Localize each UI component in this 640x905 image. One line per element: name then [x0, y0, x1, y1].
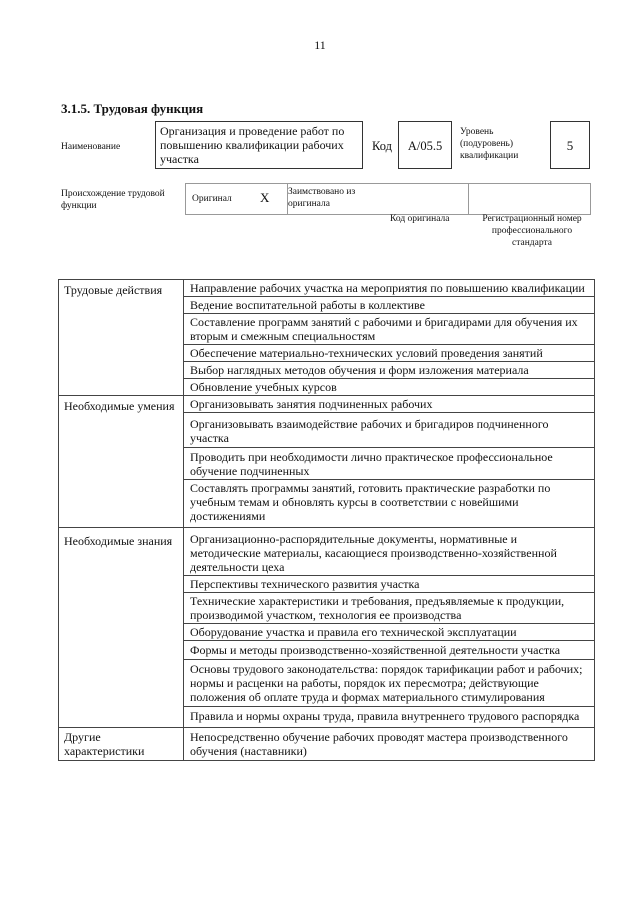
table-cell: Технические характеристики и требования, предъявляемые к продукции, производимой участком, технология ее производства — [184, 593, 595, 624]
origin-label: Происхождение трудовой функции — [61, 189, 165, 211]
table-cell: Проводить при необходимости лично практическое профессиональное обучение подчиненных — [184, 448, 595, 480]
page-number: 11 — [314, 38, 326, 52]
borrowed-label: Заимствовано из оригинала — [288, 187, 356, 209]
reg-number-caption: Регистрационный номер профессионального стандарта — [482, 214, 582, 248]
table-cell: Обеспечение материально-технических условий проведения занятий — [184, 345, 595, 362]
section-title: 3.1.5. Трудовая функция — [61, 101, 204, 116]
table-cell: Выбор наглядных методов обучения и форм изложения материала — [184, 362, 595, 379]
table-cell: Формы и методы производственно-хозяйственной деятельности участка — [184, 641, 595, 660]
origin-divider-right — [590, 184, 591, 214]
code-value: A/05.5 — [407, 139, 443, 153]
table-cell: Непосредственно обучение рабочих проводят мастера производственного обучения (наставники) — [184, 728, 595, 761]
function-name: Организация и проведение работ по повышению квалификации рабочих участка — [160, 124, 345, 166]
table-row — [59, 528, 595, 576]
table-row — [59, 396, 595, 413]
origin-table — [185, 183, 591, 215]
table-cell: Организовывать взаимодействие рабочих и бригадиров подчиненного участка — [184, 413, 595, 448]
name-label: Наименование — [61, 142, 121, 152]
section-label: Необходимые умения — [59, 396, 184, 528]
code-original-caption: Код оригинала — [390, 214, 450, 224]
table-cell: Правила и нормы охраны труда, правила внутреннего трудового распорядка — [184, 707, 595, 728]
code-label: Код — [372, 139, 392, 153]
function-table — [58, 279, 595, 761]
table-row — [59, 728, 595, 761]
origin-divider — [468, 184, 469, 214]
level-value: 5 — [566, 138, 574, 153]
table-cell: Составление программ занятий с рабочими и бригадирами для обучения их вторым и смежным специальностям — [184, 314, 595, 345]
original-cell — [185, 184, 288, 214]
table-cell: Обновление учебных курсов — [184, 379, 595, 396]
section-label: Другие характеристики — [59, 728, 184, 761]
level-box — [550, 121, 590, 169]
level-label: Уровень (подуровень) квалификации — [460, 127, 519, 161]
table-cell: Составлять программы занятий, готовить практические разработки по учебным темам и обновлять курсы в соответствии с новейшими достижениями — [184, 480, 595, 528]
original-label: Оригинал — [192, 194, 232, 204]
table-cell: Оборудование участка и правила его технической эксплуатации — [184, 624, 595, 641]
table-cell: Ведение воспитательной работы в коллективе — [184, 297, 595, 314]
section-label: Трудовые действия — [59, 280, 184, 396]
table-cell: Основы трудового законодательства: порядок тарификации работ и рабочих; нормы и расценки на работы, порядок их пересмотра; действующие положения об оплате труда и формах материального стимулирования — [184, 660, 595, 707]
table-cell: Направление рабочих участка на мероприятия по повышению квалификации — [184, 280, 595, 297]
section-label: Необходимые знания — [59, 528, 184, 728]
table-row — [59, 280, 595, 297]
function-name-box — [155, 121, 363, 169]
original-mark: X — [260, 190, 270, 205]
table-cell: Перспективы технического развития участка — [184, 576, 595, 593]
table-cell: Организовывать занятия подчиненных рабочих — [184, 396, 595, 413]
table-cell: Организационно-распорядительные документы, нормативные и методические материалы, касающиеся производственно-хозяйственной деятельности цеха — [184, 528, 595, 576]
code-box — [398, 121, 452, 169]
